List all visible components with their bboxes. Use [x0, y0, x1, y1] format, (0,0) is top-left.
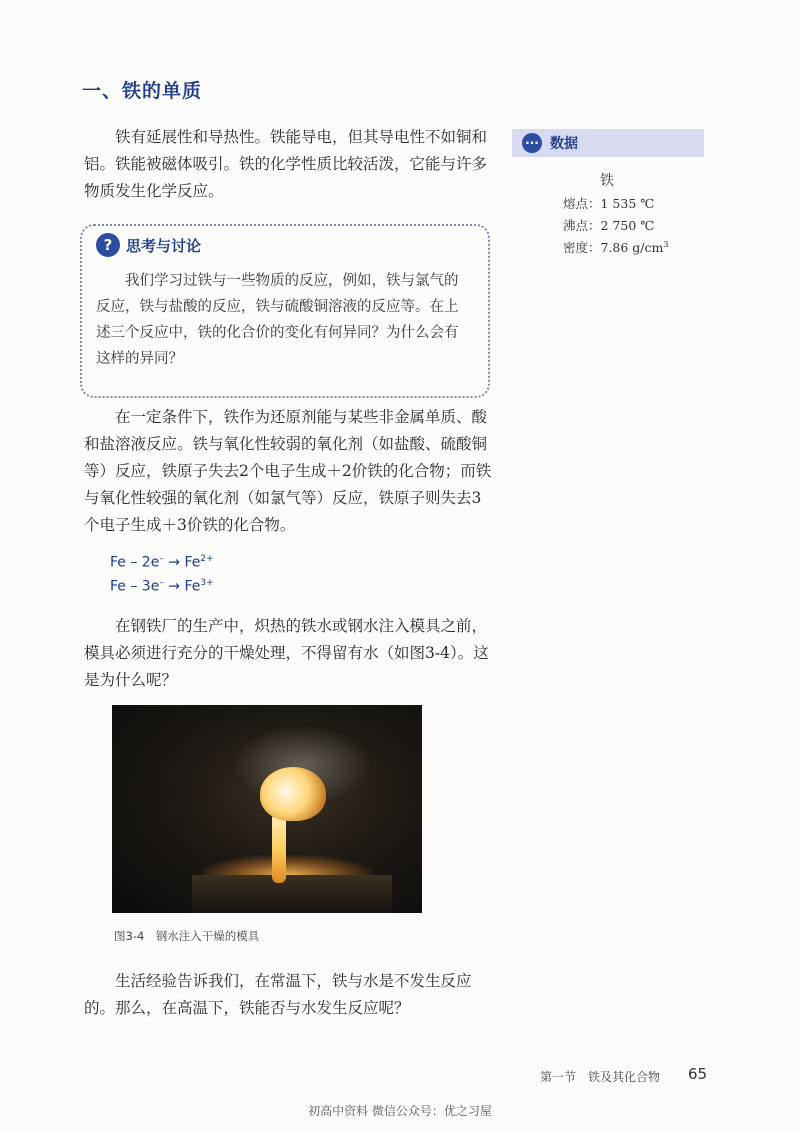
- equation-ion-charge: 3+: [200, 578, 214, 588]
- page-number: 65: [688, 1065, 708, 1083]
- paragraph-iron-reductant: 在一定条件下，铁作为还原剂能与某些非金属单质、酸和盐溶液反应。铁与氧化性较弱的氧化剂（如盐酸、硫酸铜等）反应，铁原子失去2个电子生成＋2价铁的化合物；而铁与氧化性较强的氧化剂（如氯气等）反应，铁原子则失去3个电子生成＋3价铁的化合物。: [84, 408, 492, 534]
- data-row-text: 密度：7.86 g/cm: [563, 240, 664, 255]
- data-element-name: 铁: [600, 173, 614, 189]
- footer-watermark: 初高中资料 微信公众号：优之习屋: [308, 1104, 492, 1118]
- data-row-superscript: 3: [663, 239, 669, 249]
- data-density: [563, 238, 668, 256]
- data-row-text: 熔点：1 535 ℃: [563, 196, 655, 211]
- equation-ion-charge: 2+: [200, 554, 214, 564]
- paragraph-iron-properties: 铁有延展性和导热性。铁能导电，但其导电性不如铜和铝。铁能被磁体吸引。铁的化学性质比较活泼，它能与许多物质发生化学反应。: [84, 128, 488, 200]
- ladle-shape: [260, 767, 326, 821]
- data-row-text: 沸点：2 750 ℃: [563, 218, 655, 233]
- question-icon: ?: [96, 233, 120, 257]
- data-box-title: 数据: [550, 136, 578, 152]
- mold-shape: [192, 875, 392, 913]
- equation-rhs: → Fe: [163, 578, 201, 595]
- data-melting-point: [563, 194, 654, 212]
- paragraph-iron-water: 生活经验告诉我们，在常温下，铁与水是不发生反应的。那么，在高温下，铁能否与水发生反应呢？: [84, 972, 472, 1017]
- paragraph-mold-drying: 在钢铁厂的生产中，炽热的铁水或钢水注入模具之前，模具必须进行充分的干燥处理，不得留有水（如图3-4）。这是为什么呢？: [84, 617, 489, 689]
- figure-caption: 图3-4 钢水注入干燥的模具: [114, 929, 260, 943]
- section-title: 一、铁的单质: [82, 80, 203, 102]
- footer-section-name: 第一节 铁及其化合物: [540, 1070, 661, 1084]
- equation-lhs: Fe – 2e: [110, 554, 160, 571]
- equation-rhs: → Fe: [163, 554, 201, 571]
- equation-fe3: [110, 578, 214, 595]
- molten-stream-shape: [272, 813, 286, 883]
- molten-steel-photo: [112, 705, 422, 913]
- chat-bubble-icon: ···: [522, 133, 542, 153]
- equation-lhs: Fe – 3e: [110, 578, 160, 595]
- equation-electron-charge: –: [159, 578, 164, 588]
- equation-electron-charge: –: [159, 554, 164, 564]
- think-discuss-body: 我们学习过铁与一些物质的反应，例如，铁与氯气的反应，铁与盐酸的反应，铁与硫酸铜溶液的反应等。在上述三个反应中，铁的化合价的变化有何异同？为什么会有这样的异同？: [96, 273, 459, 367]
- think-discuss-header: [96, 233, 201, 257]
- equation-fe2: [110, 554, 214, 571]
- think-discuss-title: 思考与讨论: [126, 236, 202, 255]
- data-box-header: [512, 129, 704, 157]
- data-boiling-point: [563, 216, 654, 234]
